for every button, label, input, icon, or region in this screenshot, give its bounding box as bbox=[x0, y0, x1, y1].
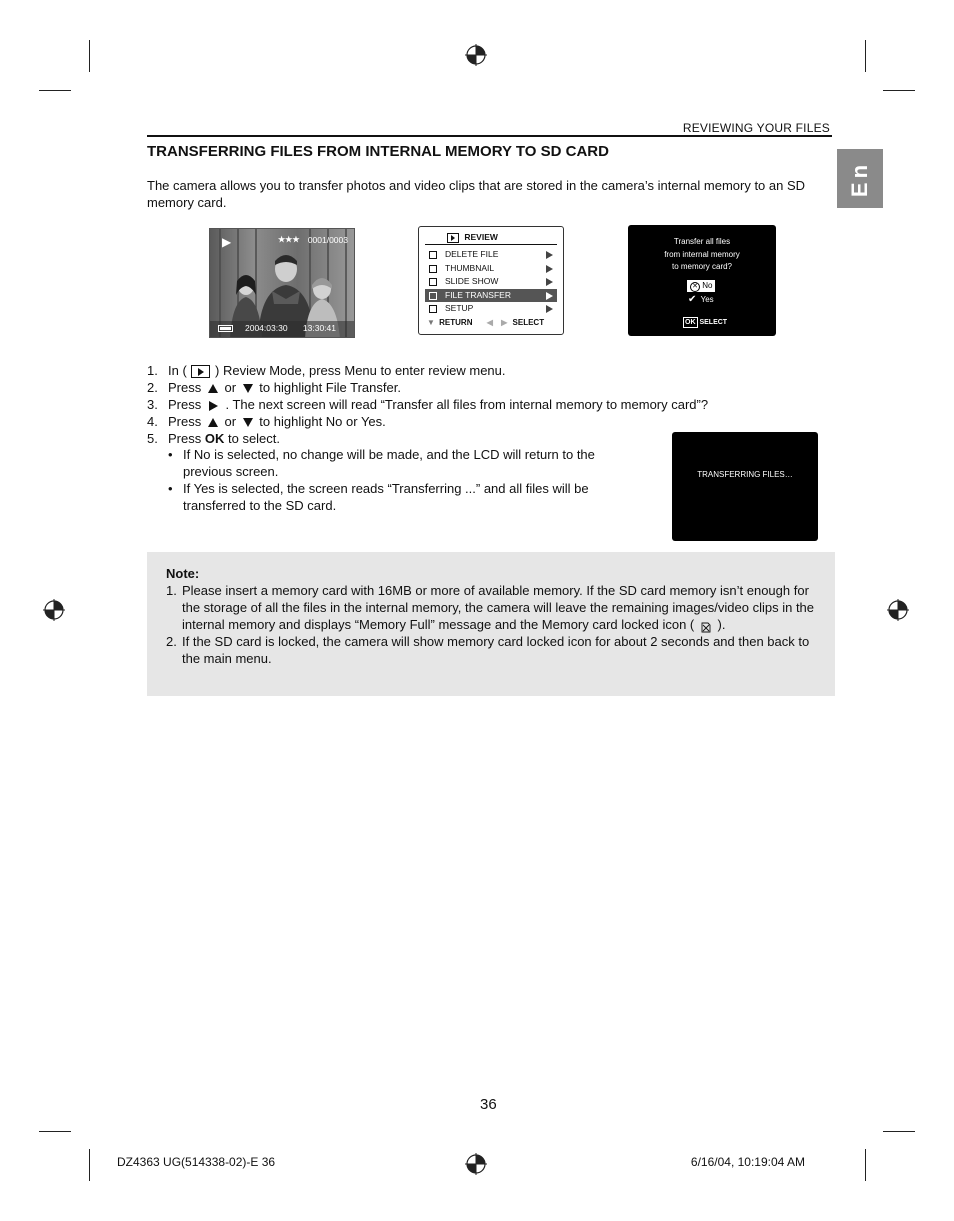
footer-right: 6/16/04, 10:19:04 AM bbox=[690, 1155, 805, 1169]
note-box bbox=[147, 552, 835, 696]
right-arrow-icon bbox=[209, 401, 218, 411]
option-no: ✕ No bbox=[687, 280, 715, 292]
play-icon: ▶ bbox=[222, 235, 232, 249]
confirm-select-label: SELECT bbox=[699, 319, 728, 326]
step-1: 1. In ( ) Review Mode, press Menu to enter review menu. bbox=[147, 363, 506, 378]
up-arrow-icon bbox=[208, 418, 218, 427]
crop-mark bbox=[89, 1149, 90, 1181]
battery-icon bbox=[218, 325, 233, 332]
step-5: 5. Press OK to select. bbox=[147, 431, 281, 446]
up-arrow-icon bbox=[208, 384, 218, 393]
menu-select-label: SELECT bbox=[512, 318, 545, 327]
menu-item[interactable] bbox=[425, 275, 557, 289]
playback-screen-image bbox=[209, 228, 355, 338]
file-transfer-icon bbox=[429, 292, 437, 300]
locked-card-icon bbox=[701, 620, 711, 631]
chevron-right-icon bbox=[546, 278, 553, 286]
right-arrow-icon: ▶ bbox=[501, 318, 508, 327]
footer-left: DZ4363 UG(514338-02)-E 36 bbox=[117, 1155, 276, 1169]
menu-item[interactable] bbox=[425, 248, 557, 262]
menu-item-label: SLIDE SHOW bbox=[445, 276, 499, 287]
transferring-screen bbox=[672, 432, 818, 541]
transferring-text: TRANSFERRING FILES… bbox=[697, 470, 793, 479]
language-tab bbox=[837, 149, 883, 208]
menu-item-label: SETUP bbox=[445, 303, 474, 314]
step-4: 4. Press or to highlight No or Yes. bbox=[147, 414, 386, 429]
crop-mark bbox=[865, 40, 866, 72]
confirm-line-2: from internal memory bbox=[664, 249, 740, 259]
crop-mark bbox=[865, 1149, 866, 1181]
crop-mark bbox=[39, 90, 71, 91]
intro-paragraph: The camera allows you to transfer photos and video clips that are stored in the camera’s internal memory to an SD memory card. bbox=[147, 178, 806, 210]
review-mode-icon bbox=[191, 365, 210, 378]
menu-item[interactable] bbox=[425, 289, 557, 303]
crop-mark bbox=[89, 40, 90, 72]
down-arrow-icon bbox=[243, 384, 253, 393]
step-2: 2. Press or to highlight File Transfer. bbox=[147, 380, 401, 395]
ok-button-icon: OK bbox=[685, 319, 696, 326]
transfer-confirm-screen bbox=[628, 225, 776, 336]
menu-divider bbox=[425, 244, 557, 245]
menu-item-label: DELETE FILE bbox=[445, 249, 499, 259]
checkmark-icon: ✔ bbox=[688, 294, 697, 305]
chevron-right-icon bbox=[546, 292, 553, 300]
option-yes: ✔ Yes bbox=[688, 294, 714, 305]
crop-mark bbox=[39, 1131, 71, 1132]
crop-mark bbox=[883, 1131, 915, 1132]
chevron-right-icon bbox=[546, 265, 553, 273]
registration-mark-icon bbox=[465, 1153, 487, 1175]
confirm-line-3: to memory card? bbox=[671, 262, 733, 271]
header-rule bbox=[147, 135, 832, 137]
left-arrow-icon: ◀ bbox=[486, 318, 493, 327]
registration-mark-icon bbox=[465, 44, 487, 66]
review-menu-screen bbox=[418, 226, 564, 335]
confirm-line-1: Transfer all files bbox=[673, 237, 731, 246]
menu-return-label: RETURN bbox=[439, 318, 473, 327]
note-item-2: 2. If the SD card is locked, the camera will show memory card locked icon for about 2 seconds and then back to the main menu. bbox=[166, 634, 810, 666]
crop-mark bbox=[883, 90, 915, 91]
language-tab-label: En bbox=[847, 160, 872, 197]
registration-mark-icon bbox=[43, 599, 65, 621]
review-mode-icon bbox=[447, 233, 459, 243]
chevron-right-icon bbox=[546, 305, 553, 313]
note-heading: Note: bbox=[166, 566, 200, 581]
page-title: TRANSFERRING FILES FROM INTERNAL MEMORY TO SD CARD bbox=[147, 143, 609, 160]
cancel-circle-icon: ✕ bbox=[690, 282, 700, 292]
chevron-right-icon bbox=[546, 251, 553, 259]
menu-item-label: FILE TRANSFER bbox=[445, 289, 511, 300]
bullet-item: • If No is selected, no change will be made, and the LCD will return to the previous screen. bbox=[168, 447, 595, 479]
slide-show-icon bbox=[429, 278, 437, 286]
setup-icon bbox=[429, 305, 437, 313]
delete-file-icon bbox=[429, 251, 437, 259]
quality-stars-icon: ★★★ bbox=[278, 235, 300, 244]
menu-item-label: THUMBNAIL bbox=[445, 262, 495, 273]
thumbnail-icon bbox=[429, 265, 437, 273]
photo-time: 13:30:41 bbox=[302, 323, 336, 333]
menu-title: REVIEW bbox=[464, 232, 498, 242]
step-5-bullets bbox=[168, 446, 638, 514]
image-counter: 0001/0003 bbox=[307, 235, 348, 245]
step-3: 3. Press . The next screen will read “Transfer all files from internal memory to memory card”? bbox=[147, 397, 709, 412]
registration-mark-icon bbox=[887, 599, 909, 621]
menu-item[interactable] bbox=[425, 262, 557, 276]
page-number: 36 bbox=[480, 1096, 497, 1113]
down-arrow-icon: ▼ bbox=[427, 318, 435, 327]
menu-item[interactable] bbox=[425, 302, 557, 316]
section-label: REVIEWING YOUR FILES bbox=[682, 121, 830, 135]
down-arrow-icon bbox=[243, 418, 253, 427]
photo-date: 2004:03:30 bbox=[245, 323, 288, 333]
bullet-item: • If Yes is selected, the screen reads “Transferring ...” and all files will be transferred to the SD card. bbox=[168, 481, 589, 513]
note-item-1: 1. Please insert a memory card with 16MB or more of available memory. If the SD card memory isn’t enough for the storage of all the files in the internal memory, the camera will leave the remaining images/video clips in the internal memory and displays “Memory Full” message and the Memory card locked icon ( ). bbox=[166, 583, 815, 632]
family-photo bbox=[210, 229, 355, 338]
